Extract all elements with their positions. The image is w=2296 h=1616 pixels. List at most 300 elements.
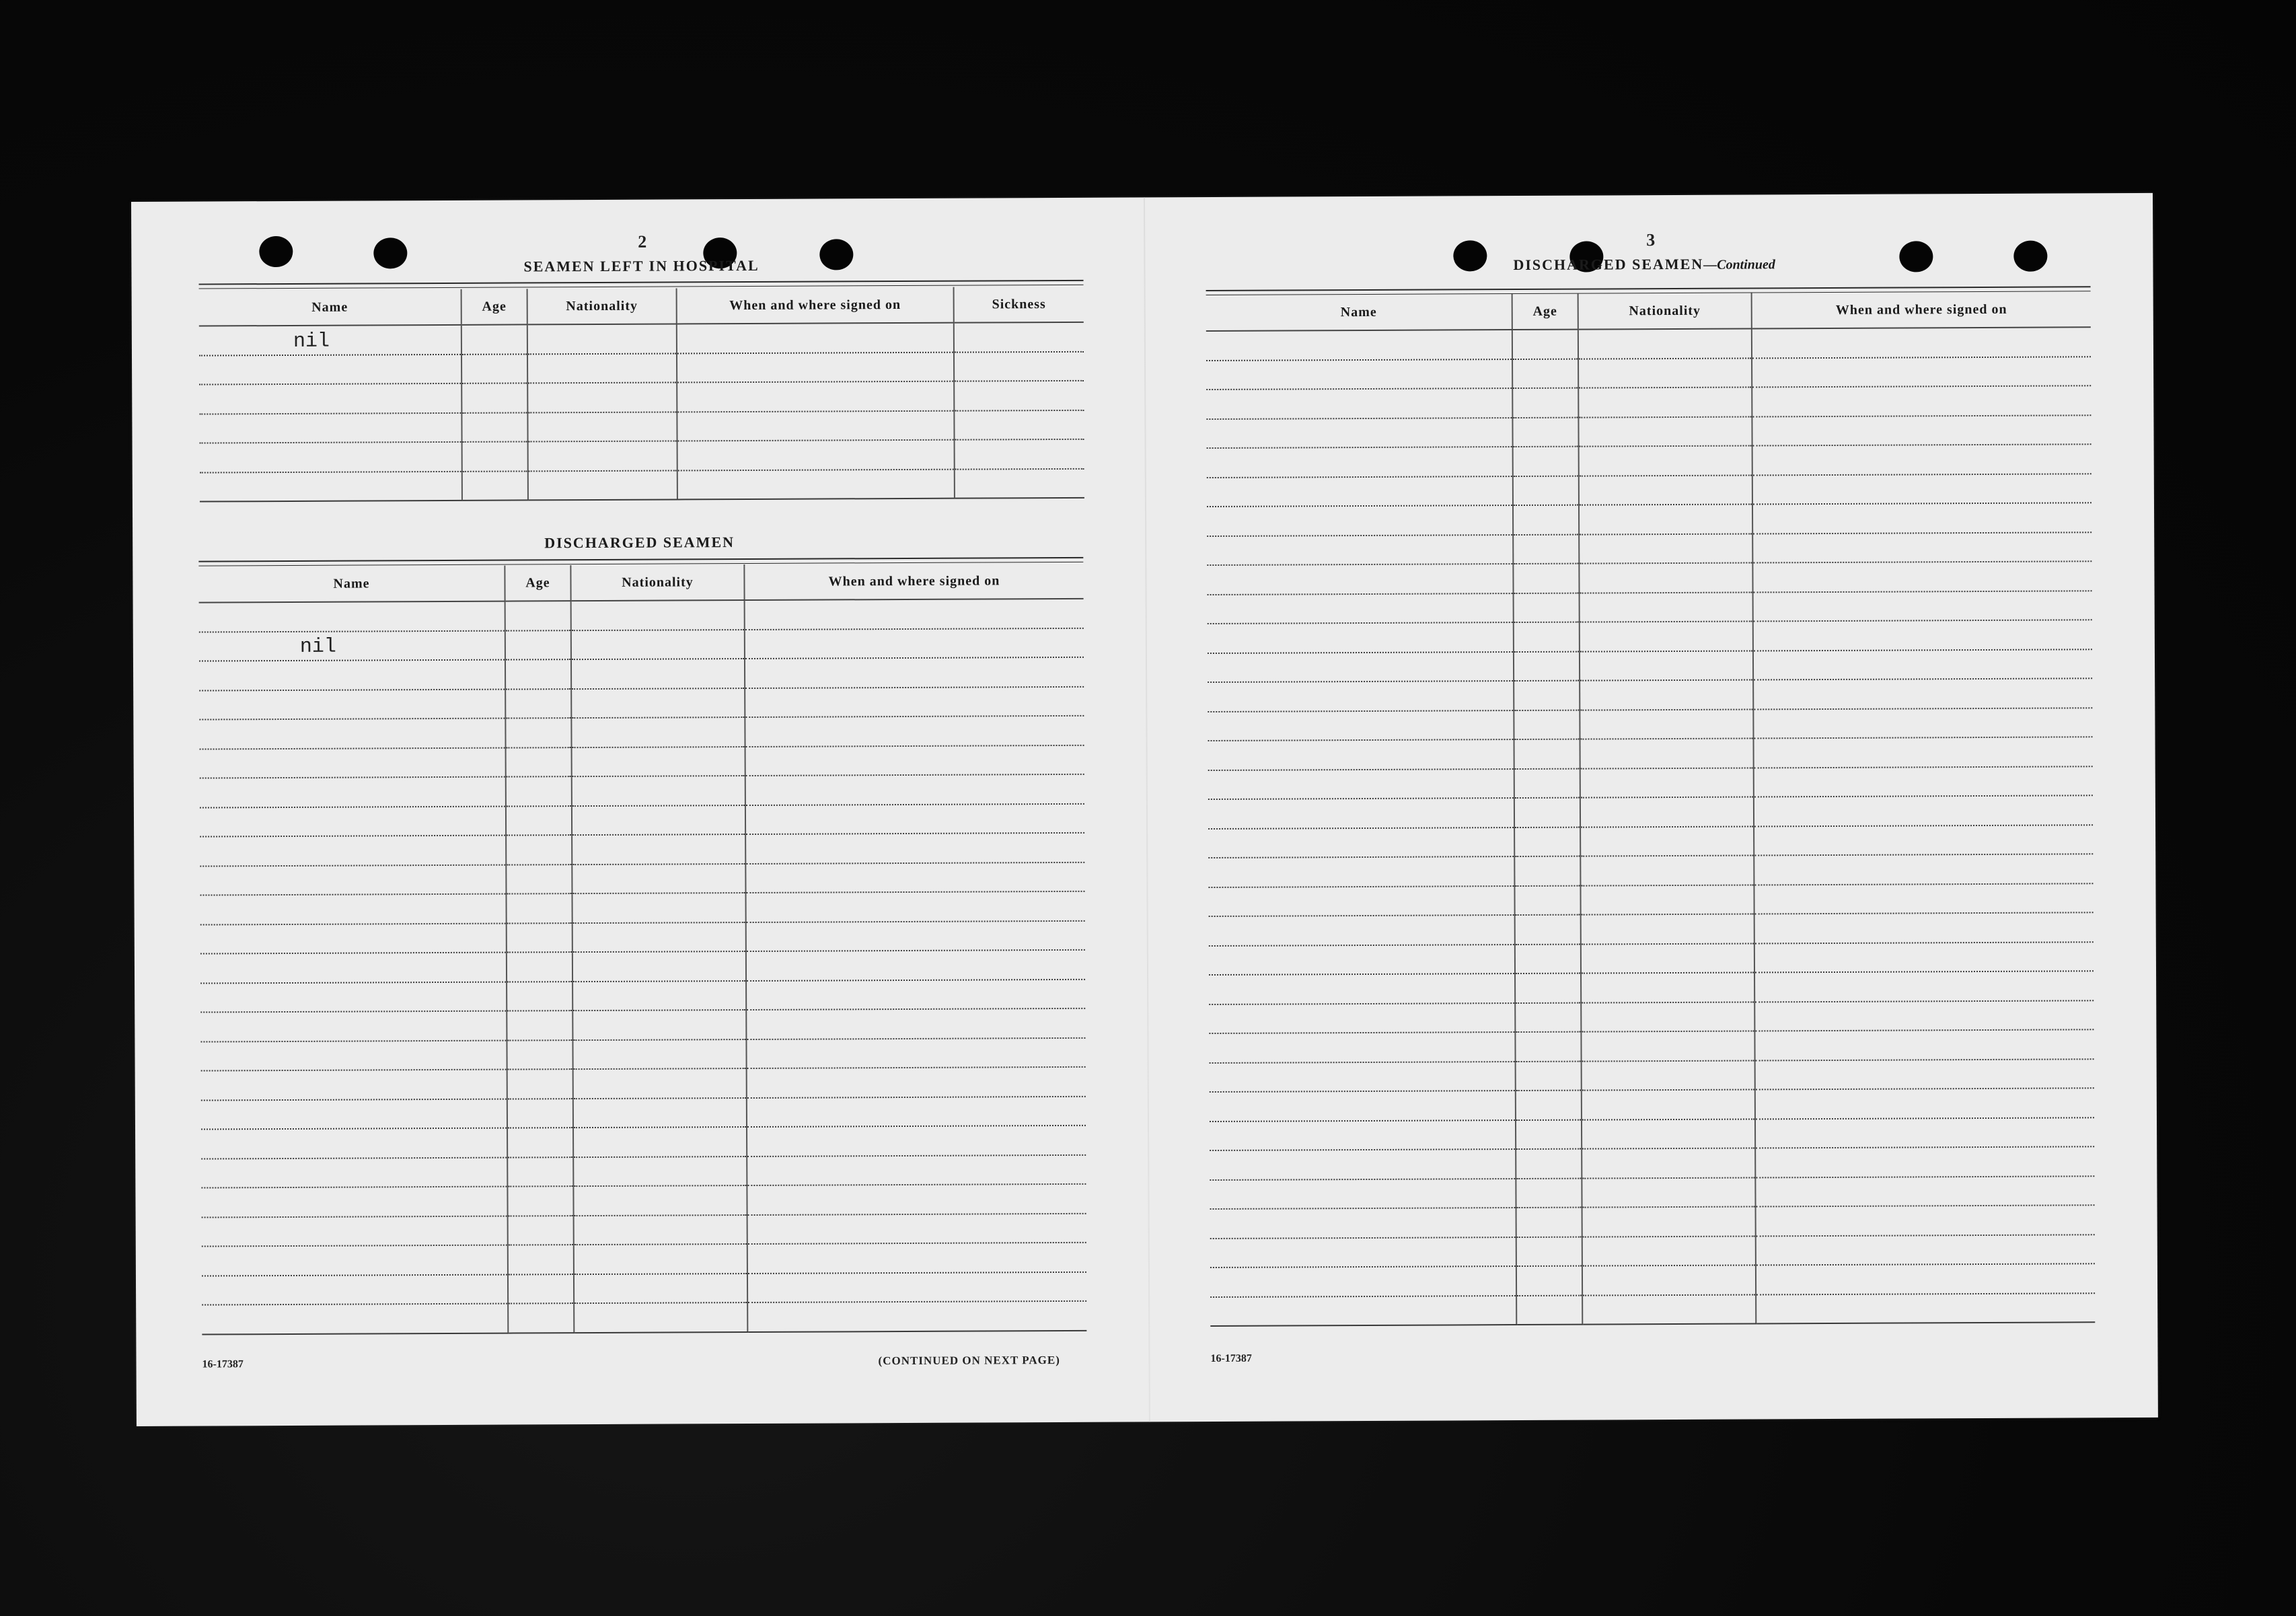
table-row xyxy=(199,716,1084,749)
table-cell xyxy=(461,383,527,412)
table-cell xyxy=(1514,681,1580,710)
table-cell xyxy=(677,381,954,412)
table-row xyxy=(199,381,1084,414)
table-cell xyxy=(1516,1237,1582,1266)
table-cell xyxy=(745,716,1084,747)
page-number: 2 xyxy=(638,231,647,252)
table-row xyxy=(1208,678,2092,711)
table-cell xyxy=(1580,680,1753,710)
discharged-table xyxy=(198,563,1086,1335)
name-cell xyxy=(201,1099,507,1129)
name-cell xyxy=(201,1187,507,1217)
table-cell xyxy=(571,659,745,689)
table-cell xyxy=(1516,1119,1582,1149)
table-cell xyxy=(462,441,528,471)
table-row xyxy=(1206,415,2091,448)
name-cell xyxy=(1209,974,1515,1004)
name-cell xyxy=(202,1216,508,1246)
table-row xyxy=(1208,591,2092,624)
table-cell xyxy=(1580,651,1753,681)
table-cell xyxy=(506,806,572,836)
name-cell xyxy=(199,412,461,443)
table-cell xyxy=(528,470,677,500)
table-cell xyxy=(1753,678,2092,709)
table-row xyxy=(1210,1235,2095,1268)
table-cell xyxy=(1752,474,2091,505)
table-cell xyxy=(1753,620,2092,651)
table-row xyxy=(200,862,1084,895)
col-header-name: Name xyxy=(1206,294,1512,331)
name-cell xyxy=(1207,505,1513,536)
name-cell xyxy=(200,1011,507,1041)
table-cell xyxy=(1516,1178,1582,1208)
name-cell xyxy=(201,1070,507,1100)
table-cell xyxy=(1514,768,1580,798)
table-cell xyxy=(574,1244,747,1274)
name-cell xyxy=(199,325,461,355)
name-cell xyxy=(1208,681,1514,711)
name-cell xyxy=(1210,1237,1516,1268)
table-row xyxy=(1209,1029,2094,1062)
name-cell xyxy=(1206,418,1512,448)
table-row xyxy=(199,410,1084,443)
table-cell xyxy=(1581,914,1754,944)
table-cell xyxy=(1755,1088,2094,1119)
table-cell xyxy=(1756,1263,2095,1294)
table-cell xyxy=(506,893,572,923)
table-cell xyxy=(1754,766,2093,797)
table-cell xyxy=(461,324,527,354)
table-cell xyxy=(1752,385,2091,416)
table-cell xyxy=(747,1301,1086,1332)
table-cell xyxy=(747,1213,1086,1244)
table-cell xyxy=(507,1128,573,1157)
name-cell xyxy=(199,630,505,661)
title-text: DISCHARGED SEAMEN xyxy=(1513,255,1704,274)
table-cell xyxy=(527,353,677,383)
name-cell xyxy=(1210,1120,1516,1150)
table-row xyxy=(1209,971,2094,1004)
table-cell xyxy=(1579,475,1752,505)
name-cell xyxy=(200,836,506,866)
table-row xyxy=(200,833,1084,866)
table-cell xyxy=(1754,912,2094,943)
table-row xyxy=(200,1008,1085,1041)
table-cell xyxy=(745,686,1084,717)
col-header-name: Name xyxy=(199,289,461,326)
table-cell xyxy=(1755,1146,2094,1177)
table-cell xyxy=(954,381,1084,410)
name-cell xyxy=(1208,886,1514,916)
page-number: 3 xyxy=(1646,230,1656,250)
form-sheet xyxy=(131,193,2158,1426)
table-cell xyxy=(1581,972,1754,1002)
table-cell xyxy=(505,689,571,719)
table-cell xyxy=(955,468,1084,498)
hospital-table xyxy=(199,287,1084,503)
name-cell xyxy=(1210,1266,1516,1296)
name-cell xyxy=(1206,330,1512,360)
table-cell xyxy=(506,776,572,806)
table-row xyxy=(1210,1263,2095,1296)
table-row xyxy=(1210,1117,2094,1150)
table-cell xyxy=(1582,1206,1756,1237)
table-cell xyxy=(1754,1000,2094,1031)
table-cell xyxy=(572,893,745,923)
table-cell xyxy=(746,920,1085,951)
table-cell xyxy=(745,599,1084,630)
table-cell xyxy=(506,835,572,865)
table-cell xyxy=(1754,795,2093,826)
table-cell xyxy=(506,865,572,894)
name-cell xyxy=(202,1245,508,1276)
table-cell xyxy=(572,805,745,836)
table-row xyxy=(1210,1176,2094,1209)
table-cell xyxy=(1754,737,2093,768)
table-cell xyxy=(572,1010,746,1040)
table-cell xyxy=(1512,359,1578,388)
table-cell xyxy=(572,981,746,1011)
left-page xyxy=(131,197,1149,1426)
name-cell xyxy=(199,601,505,632)
table-cell xyxy=(677,352,954,382)
table-cell xyxy=(1580,885,1754,915)
table-cell xyxy=(1752,327,2091,358)
name-cell xyxy=(200,747,506,778)
name-cell xyxy=(1209,1032,1515,1062)
discharged-continued-title xyxy=(1513,255,1775,274)
table-row xyxy=(202,1213,1086,1246)
table-cell xyxy=(1754,883,2093,914)
name-cell xyxy=(200,442,462,472)
table-cell xyxy=(955,439,1084,469)
table-cell xyxy=(1514,739,1580,769)
table-row xyxy=(200,1037,1085,1070)
name-cell xyxy=(1209,1003,1515,1033)
table-row xyxy=(199,351,1084,384)
col-header-age: Age xyxy=(1512,294,1578,330)
right-page xyxy=(1145,193,2158,1422)
table-cell xyxy=(573,1068,747,1099)
title-suffix: —Continued xyxy=(1703,257,1775,272)
table-cell xyxy=(1514,622,1580,652)
table-cell xyxy=(574,1274,747,1304)
table-row xyxy=(200,745,1084,778)
table-row xyxy=(1207,503,2091,536)
name-cell xyxy=(199,719,505,749)
table-cell xyxy=(745,891,1084,922)
table-cell xyxy=(505,601,571,630)
table-cell xyxy=(1513,564,1579,593)
table-row xyxy=(199,322,1084,355)
table-cell xyxy=(1514,856,1580,886)
table-cell xyxy=(506,747,572,777)
table-row xyxy=(201,1126,1086,1159)
table-cell xyxy=(745,774,1084,805)
table-cell xyxy=(507,923,572,953)
name-cell xyxy=(1207,535,1513,565)
table-cell xyxy=(1516,1266,1582,1296)
table-cell xyxy=(1514,593,1580,622)
table-cell xyxy=(747,1126,1086,1156)
table-cell xyxy=(677,440,955,470)
table-cell xyxy=(1515,1032,1581,1062)
table-cell xyxy=(527,324,677,353)
table-row xyxy=(1209,942,2094,975)
table-cell xyxy=(1513,505,1579,535)
name-cell xyxy=(199,660,505,690)
table-row xyxy=(1210,1059,2094,1092)
name-cell xyxy=(1208,856,1514,887)
name-cell xyxy=(200,471,462,501)
table-cell xyxy=(677,410,954,441)
table-cell xyxy=(461,412,527,442)
name-cell xyxy=(1208,828,1514,858)
name-cell xyxy=(1210,1208,1516,1238)
table-cell xyxy=(1582,1060,1755,1091)
table-cell xyxy=(527,382,677,412)
name-cell xyxy=(200,953,507,983)
table-row xyxy=(1206,357,2091,390)
table-cell xyxy=(747,1272,1086,1302)
form-code: 16-17387 xyxy=(1210,1352,1252,1365)
discharged-continued-table xyxy=(1206,291,2096,1327)
table-row xyxy=(1210,1205,2095,1238)
table-cell xyxy=(1516,1208,1582,1237)
name-cell xyxy=(1207,447,1513,477)
table-cell xyxy=(1580,855,1754,885)
table-cell xyxy=(508,1216,574,1245)
table-row xyxy=(1207,474,2091,507)
table-cell xyxy=(1514,798,1580,828)
table-cell xyxy=(574,1215,747,1245)
table-cell xyxy=(1752,415,2091,446)
table-cell xyxy=(507,952,572,982)
continued-note: (CONTINUED ON NEXT PAGE) xyxy=(878,1353,1060,1368)
table-cell xyxy=(1512,417,1578,447)
table-cell xyxy=(1581,1002,1754,1032)
table-cell xyxy=(1582,1148,1755,1178)
table-row xyxy=(200,920,1085,953)
table-cell xyxy=(1580,621,1753,651)
table-cell xyxy=(507,1040,572,1070)
table-cell xyxy=(1513,476,1579,505)
table-cell xyxy=(1514,710,1580,739)
table-cell xyxy=(1582,1177,1755,1208)
table-cell xyxy=(507,1011,572,1040)
table-row xyxy=(202,1243,1086,1276)
table-cell xyxy=(1753,591,2092,622)
table-row xyxy=(200,468,1084,501)
table-cell xyxy=(677,469,955,499)
table-row xyxy=(1206,385,2091,418)
table-cell xyxy=(677,323,954,353)
table-cell xyxy=(1754,971,2094,1002)
name-cell xyxy=(1210,1149,1516,1179)
table-cell xyxy=(572,922,746,953)
table-row xyxy=(1208,708,2092,741)
table-cell xyxy=(1578,416,1752,447)
name-cell xyxy=(200,1040,507,1070)
table-row xyxy=(199,628,1084,661)
table-cell xyxy=(505,630,571,660)
table-cell xyxy=(1582,1294,1756,1325)
table-cell xyxy=(1582,1236,1756,1266)
table-cell xyxy=(1754,1029,2094,1060)
table-row xyxy=(199,686,1084,719)
table-row xyxy=(1207,561,2091,594)
table-cell xyxy=(1582,1119,1755,1149)
table-cell xyxy=(1512,330,1578,359)
name-cell xyxy=(1210,1296,1516,1326)
table-cell xyxy=(1756,1293,2095,1324)
table-cell xyxy=(572,747,745,777)
col-header-signed-on: When and where signed on xyxy=(677,287,954,324)
name-cell xyxy=(200,777,506,807)
col-header-name: Name xyxy=(198,566,505,603)
table-cell xyxy=(573,1127,747,1157)
table-cell xyxy=(1578,387,1752,417)
table-cell xyxy=(1753,708,2092,739)
table-cell xyxy=(1752,561,2091,592)
col-header-age: Age xyxy=(461,289,527,324)
name-cell xyxy=(1209,945,1515,975)
table-row xyxy=(200,803,1084,836)
table-cell xyxy=(1580,768,1754,798)
name-cell xyxy=(1208,798,1514,828)
table-cell xyxy=(1754,942,2094,973)
table-cell xyxy=(572,834,745,865)
name-cell xyxy=(202,1274,508,1305)
table-cell xyxy=(1581,1031,1754,1061)
table-cell xyxy=(747,1096,1086,1127)
discharged-section-title: DISCHARGED SEAMEN xyxy=(544,534,735,552)
table-cell xyxy=(1752,357,2091,388)
table-row xyxy=(201,1154,1086,1187)
name-cell xyxy=(1206,359,1512,390)
table-cell xyxy=(1581,943,1754,974)
name-cell xyxy=(1208,739,1514,770)
table-row xyxy=(201,1184,1086,1217)
table-row xyxy=(1208,620,2092,653)
name-cell xyxy=(1210,1091,1516,1121)
table-cell xyxy=(1582,1089,1755,1119)
table-cell xyxy=(1578,358,1752,388)
table-cell xyxy=(1752,444,2091,475)
table-cell xyxy=(572,864,745,894)
table-cell xyxy=(1515,1002,1581,1032)
table-row xyxy=(1209,1000,2094,1033)
table-row xyxy=(200,439,1084,472)
table-cell xyxy=(747,1154,1086,1185)
table-cell xyxy=(573,1185,747,1216)
table-cell xyxy=(571,600,745,630)
table-cell xyxy=(527,412,677,441)
name-cell xyxy=(1208,622,1514,653)
table-row xyxy=(200,979,1085,1012)
table-cell xyxy=(747,1184,1086,1215)
table-cell xyxy=(745,628,1084,659)
table-cell xyxy=(1515,944,1581,974)
table-cell xyxy=(1580,738,1754,768)
table-row xyxy=(1208,766,2093,799)
table-row xyxy=(201,1067,1086,1100)
table-cell xyxy=(1580,592,1753,622)
table-cell xyxy=(1755,1117,2094,1148)
table-row xyxy=(201,1096,1086,1129)
table-cell xyxy=(745,862,1084,893)
table-cell xyxy=(954,351,1084,381)
table-row xyxy=(202,1272,1086,1305)
table-row xyxy=(1208,795,2093,828)
name-cell xyxy=(1208,710,1514,741)
table-cell xyxy=(1513,534,1579,564)
table-row xyxy=(1210,1088,2094,1121)
table-row xyxy=(199,599,1084,632)
table-cell xyxy=(1755,1059,2094,1090)
table-cell xyxy=(1580,826,1754,856)
table-cell xyxy=(461,354,527,383)
table-cell xyxy=(747,1243,1086,1274)
table-cell xyxy=(1752,532,2091,563)
table-cell xyxy=(1513,447,1579,476)
name-cell xyxy=(1206,388,1512,418)
table-row xyxy=(1208,825,2093,858)
table-cell xyxy=(508,1303,574,1333)
name-cell xyxy=(202,1304,508,1334)
table-cell xyxy=(572,951,746,982)
table-row xyxy=(1207,444,2091,477)
table-cell xyxy=(572,776,745,806)
table-cell xyxy=(1514,651,1580,681)
table-row xyxy=(200,774,1084,807)
table-cell xyxy=(1516,1295,1582,1325)
table-cell xyxy=(1755,1176,2094,1207)
table-cell xyxy=(507,1157,573,1187)
name-cell xyxy=(200,894,506,924)
col-header-signed-on: When and where signed on xyxy=(744,563,1083,600)
table-row xyxy=(200,950,1085,983)
table-row xyxy=(1208,854,2093,887)
table-cell xyxy=(508,1245,574,1274)
name-cell xyxy=(200,923,507,953)
table-cell xyxy=(746,950,1085,981)
table-cell xyxy=(1756,1235,2095,1265)
name-cell xyxy=(200,865,506,895)
table-cell xyxy=(507,982,572,1011)
table-cell xyxy=(507,1099,573,1128)
table-cell xyxy=(1752,503,2091,534)
table-row xyxy=(1210,1293,2095,1326)
table-cell xyxy=(745,833,1084,864)
table-cell xyxy=(1516,1149,1582,1179)
hospital-section-title: SEAMEN LEFT IN HOSPITAL xyxy=(523,256,760,275)
table-cell xyxy=(1579,534,1752,564)
table-row xyxy=(1209,912,2094,945)
table-cell xyxy=(1515,915,1581,945)
col-header-sickness: Sickness xyxy=(954,287,1084,323)
table-cell xyxy=(528,441,677,470)
table-cell xyxy=(746,1008,1085,1039)
name-cell xyxy=(1208,593,1514,624)
name-cell xyxy=(200,806,506,836)
table-cell xyxy=(572,1039,746,1070)
table-cell xyxy=(1516,1091,1582,1120)
table-row xyxy=(199,657,1084,690)
col-header-nationality: Nationality xyxy=(1578,293,1752,329)
name-cell xyxy=(1210,1062,1516,1092)
table-row xyxy=(202,1301,1086,1334)
